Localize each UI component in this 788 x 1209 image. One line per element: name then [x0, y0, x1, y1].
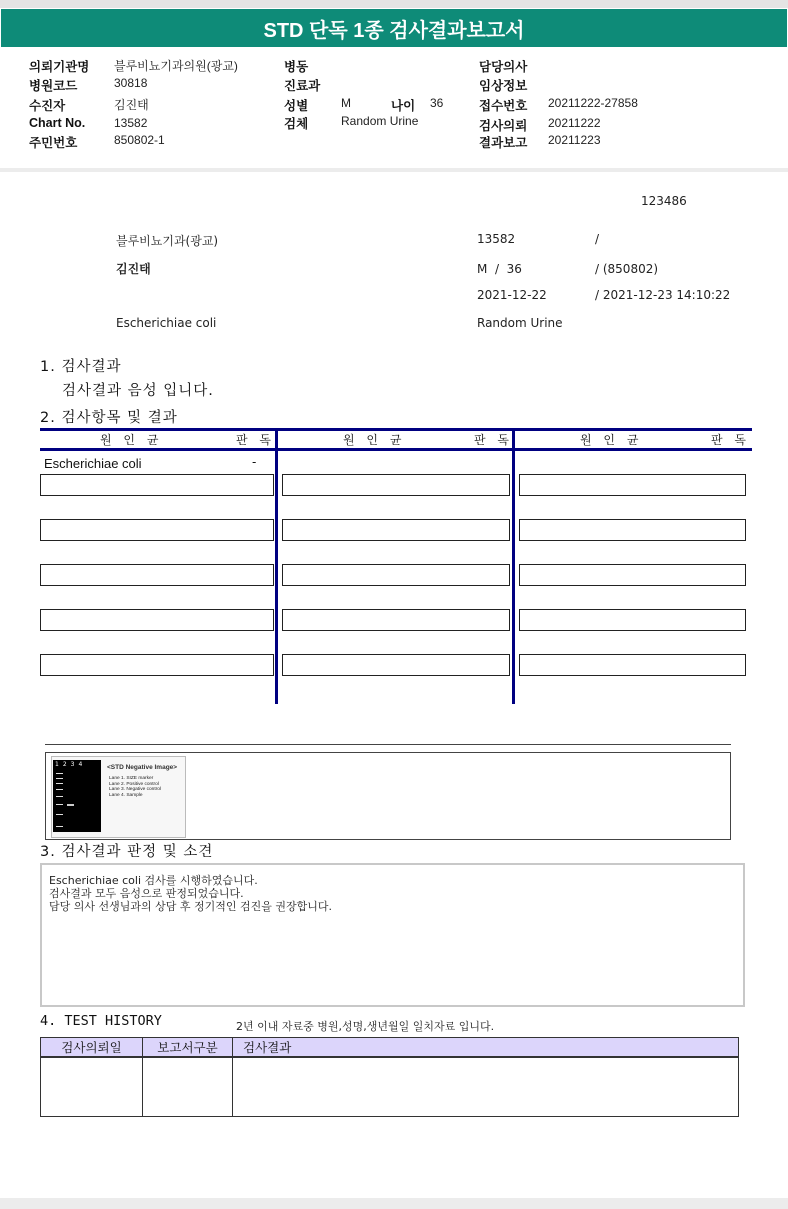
label-report-date: 결과보고	[479, 136, 528, 150]
history-col-report-type: 보고서구분	[142, 1037, 233, 1057]
summary-sex-age: M / 36	[477, 262, 522, 276]
opinion-line: Escherichiae coli 검사를 시행하였습니다.	[49, 874, 258, 887]
empty-cell	[282, 519, 510, 541]
report-id: 123486	[641, 194, 687, 208]
empty-cell	[282, 564, 510, 586]
gel-positive-band	[67, 804, 74, 806]
opinion-line: 담당 의사 선생님과의 상담 후 정기적인 검진을 권장합니다.	[49, 900, 332, 913]
gel-band	[56, 826, 63, 827]
label-ward: 병동	[284, 60, 309, 74]
label-sex: 성별	[284, 99, 309, 113]
empty-cell	[519, 519, 746, 541]
empty-cell	[282, 609, 510, 631]
value-institution: 블루비뇨기과의원(광교)	[114, 59, 238, 73]
summary-specimen: Random Urine	[477, 316, 563, 330]
summary-hospital: 블루비뇨기과(광교)	[116, 234, 219, 248]
empty-cell	[519, 609, 746, 631]
label-clinical-info: 임상정보	[479, 79, 528, 93]
section3-title: 3. 검사결과 판정 및 소견	[40, 844, 214, 860]
table-col-divider-2	[512, 428, 515, 704]
history-col-divider	[142, 1057, 143, 1117]
gel-legend-item: Lane 3. Negative control	[109, 787, 161, 793]
col-header-judgment-1: 판 독	[236, 433, 275, 447]
gel-band	[56, 804, 63, 805]
col-header-pathogen-1: 원 인 균	[100, 433, 163, 447]
footer-strip	[0, 1198, 788, 1209]
summary-test-name: Escherichiae coli	[116, 316, 217, 330]
gel-top-rule	[45, 744, 731, 745]
label-department: 진료과	[284, 79, 321, 93]
empty-cell	[40, 474, 274, 496]
summary-birth: / (850802)	[595, 262, 659, 276]
empty-cell	[40, 519, 274, 541]
top-strip	[0, 0, 788, 8]
result-pathogen: Escherichiae coli	[44, 456, 142, 471]
gel-legend	[109, 776, 161, 798]
label-institution: 의뢰기관명	[29, 60, 90, 74]
label-age: 나이	[391, 99, 416, 113]
label-patient: 수진자	[29, 99, 66, 113]
gel-legend-item: Lane 2. Positive control	[109, 781, 159, 787]
value-report-date: 20211223	[548, 133, 601, 147]
gel-band	[56, 789, 63, 790]
col-header-judgment-2: 판 독	[474, 433, 513, 447]
label-doctor: 담당의사	[479, 60, 528, 74]
header-separator	[0, 168, 788, 172]
empty-cell	[40, 654, 274, 676]
gel-lane-2: 2	[62, 761, 71, 768]
section1-result-text: 검사결과 음성 입니다.	[62, 383, 214, 399]
empty-cell	[40, 564, 274, 586]
gel-lane-labels	[55, 761, 86, 768]
gel-band	[56, 773, 63, 774]
empty-cell	[282, 654, 510, 676]
value-sex: M	[341, 96, 351, 110]
gel-legend-item: Lane 1. SIZE marker	[109, 776, 154, 781]
value-request-date: 20211222	[548, 116, 601, 130]
summary-request-date: 2021-12-22	[477, 288, 547, 302]
summary-patient: 김진태	[116, 262, 151, 276]
gel-electrophoresis-image	[53, 760, 101, 832]
value-patient: 김진태	[114, 98, 149, 112]
history-table-body	[40, 1057, 739, 1117]
gel-lane-4: 4	[78, 761, 87, 768]
gel-lane-3: 3	[70, 761, 79, 768]
gel-band	[56, 796, 63, 797]
label-specimen: 검체	[284, 117, 309, 131]
value-resident-no: 850802-1	[114, 133, 165, 147]
history-col-request-date: 검사의뢰일	[40, 1037, 143, 1057]
history-col-divider	[232, 1057, 233, 1117]
col-header-pathogen-3: 원 인 균	[580, 433, 643, 447]
value-specimen: Random Urine	[341, 114, 419, 128]
history-col-result: 검사결과	[232, 1037, 739, 1057]
empty-cell	[519, 654, 746, 676]
section1-title: 1. 검사결과	[40, 359, 122, 375]
empty-cell	[519, 564, 746, 586]
empty-cell	[282, 474, 510, 496]
value-chart-no: 13582	[114, 116, 148, 130]
gel-band	[56, 778, 63, 779]
col-header-pathogen-2: 원 인 균	[343, 433, 406, 447]
empty-cell	[519, 474, 746, 496]
value-hospital-code: 30818	[114, 76, 148, 90]
value-receipt-no: 20211222-27858	[548, 96, 638, 110]
history-note: 2년 이내 자료중 병원,성명,생년월일 일치자료 입니다.	[236, 1020, 495, 1033]
gel-lane-1: 1	[55, 761, 63, 768]
label-receipt-no: 접수번호	[479, 99, 528, 113]
summary-report-datetime: / 2021-12-23 14:10:22	[595, 288, 731, 302]
gel-caption-title: <STD Negative Image>	[107, 764, 178, 771]
label-request-date: 검사의뢰	[479, 119, 528, 133]
label-chart-no: Chart No.	[29, 116, 86, 130]
label-resident-no: 주민번호	[29, 136, 78, 150]
table-col-divider-1	[275, 428, 278, 704]
col-header-judgment-3: 판 독	[711, 433, 750, 447]
table-header-rule	[40, 448, 752, 451]
value-age: 36	[430, 96, 444, 110]
gel-band	[56, 783, 63, 784]
gel-legend-item: Lane 4. Sample	[109, 792, 143, 798]
report-title: STD 단독 1종 검사결과보고서	[1, 9, 787, 47]
opinion-line: 검사결과 모두 음성으로 판정되었습니다.	[49, 887, 244, 900]
section4-title: 4. TEST HISTORY	[40, 1013, 162, 1029]
section2-title: 2. 검사항목 및 결과	[40, 410, 178, 426]
gel-band	[56, 814, 63, 815]
summary-chart-no: 13582	[477, 232, 516, 246]
label-hospital-code: 병원코드	[29, 79, 78, 93]
summary-slash: /	[595, 232, 600, 246]
empty-cell	[40, 609, 274, 631]
result-judgment: -	[252, 455, 257, 469]
